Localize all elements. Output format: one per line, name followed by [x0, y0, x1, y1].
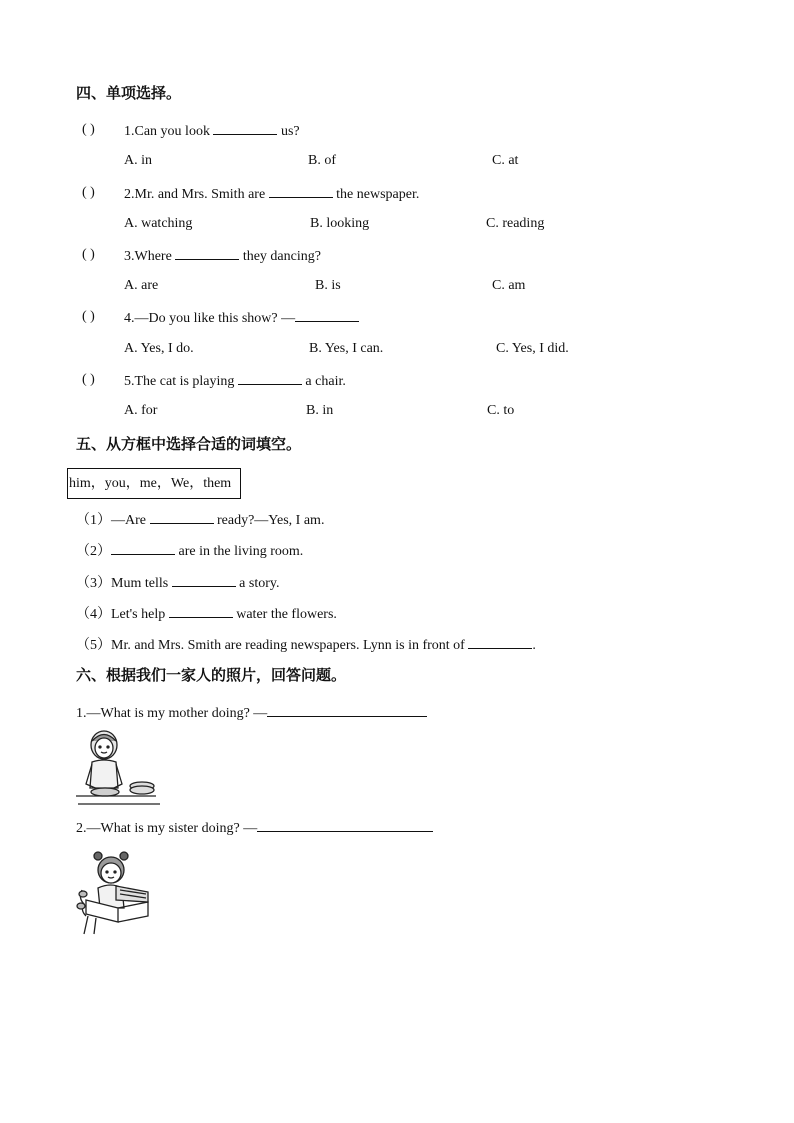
- option-a: A. are: [124, 278, 159, 293]
- option-a: A. Yes, I do.: [124, 341, 194, 356]
- answer-paren[interactable]: ( ): [82, 309, 95, 324]
- answer-blank[interactable]: [172, 574, 236, 587]
- answer-line[interactable]: [267, 704, 427, 717]
- option-b: B. looking: [310, 216, 370, 231]
- section-6-title: 六、根据我们一家人的照片，回答问题。: [76, 666, 347, 684]
- section-5-title: 五、从方框中选择合适的词填空。: [76, 435, 302, 453]
- option-c: C. Yes, I did.: [496, 341, 569, 356]
- option-c: C. at: [492, 153, 519, 168]
- fill-item-4: （4）Let's help water the flowers.: [76, 607, 337, 622]
- answer-blank[interactable]: [150, 511, 214, 524]
- mother-cooking-illustration: [76, 728, 162, 808]
- section-4-title: 四、单项选择。: [76, 84, 182, 102]
- answer-blank[interactable]: [175, 247, 239, 260]
- answer-paren[interactable]: ( ): [82, 185, 95, 200]
- option-a: A. for: [124, 403, 158, 418]
- option-b: B. of: [308, 153, 336, 168]
- question-text: 2.Mr. and Mrs. Smith are the newspaper.: [124, 187, 420, 202]
- option-b: B. is: [315, 278, 341, 293]
- option-b: B. in: [306, 403, 334, 418]
- option-c: C. am: [492, 278, 526, 293]
- word-bank-box: him，you，me，We，them: [67, 468, 241, 499]
- photo-question-2: 2.—What is my sister doing? —: [76, 819, 433, 837]
- answer-paren[interactable]: ( ): [82, 372, 95, 387]
- answer-line[interactable]: [257, 819, 433, 832]
- question-text: 5.The cat is playing a chair.: [124, 374, 346, 389]
- sister-writing-illustration: [76, 850, 152, 936]
- answer-paren[interactable]: ( ): [82, 247, 95, 262]
- answer-blank[interactable]: [169, 605, 233, 618]
- fill-item-2: （2） are in the living room.: [76, 544, 304, 559]
- answer-blank[interactable]: [269, 185, 333, 198]
- answer-blank[interactable]: [295, 309, 359, 322]
- fill-item-5: （5）Mr. and Mrs. Smith are reading newspapers. Lynn is in front of .: [76, 638, 536, 653]
- answer-blank[interactable]: [238, 372, 302, 385]
- option-a: A. watching: [124, 216, 193, 231]
- question-text: 3.Where they dancing?: [124, 249, 321, 264]
- option-b: B. Yes, I can.: [309, 341, 384, 356]
- photo-question-1: 1.—What is my mother doing? —: [76, 704, 427, 722]
- question-text: 1.Can you look us?: [124, 124, 300, 139]
- option-a: A. in: [124, 153, 152, 168]
- question-text: 4.—Do you like this show? —: [124, 309, 359, 327]
- answer-paren[interactable]: ( ): [82, 122, 95, 137]
- option-c: C. reading: [486, 216, 545, 231]
- answer-blank[interactable]: [111, 542, 175, 555]
- fill-item-3: （3）Mum tells a story.: [76, 576, 280, 591]
- answer-blank[interactable]: [213, 122, 277, 135]
- fill-item-1: （1）—Are ready?—Yes, I am.: [76, 513, 325, 528]
- option-c: C. to: [487, 403, 515, 418]
- answer-blank[interactable]: [468, 636, 532, 649]
